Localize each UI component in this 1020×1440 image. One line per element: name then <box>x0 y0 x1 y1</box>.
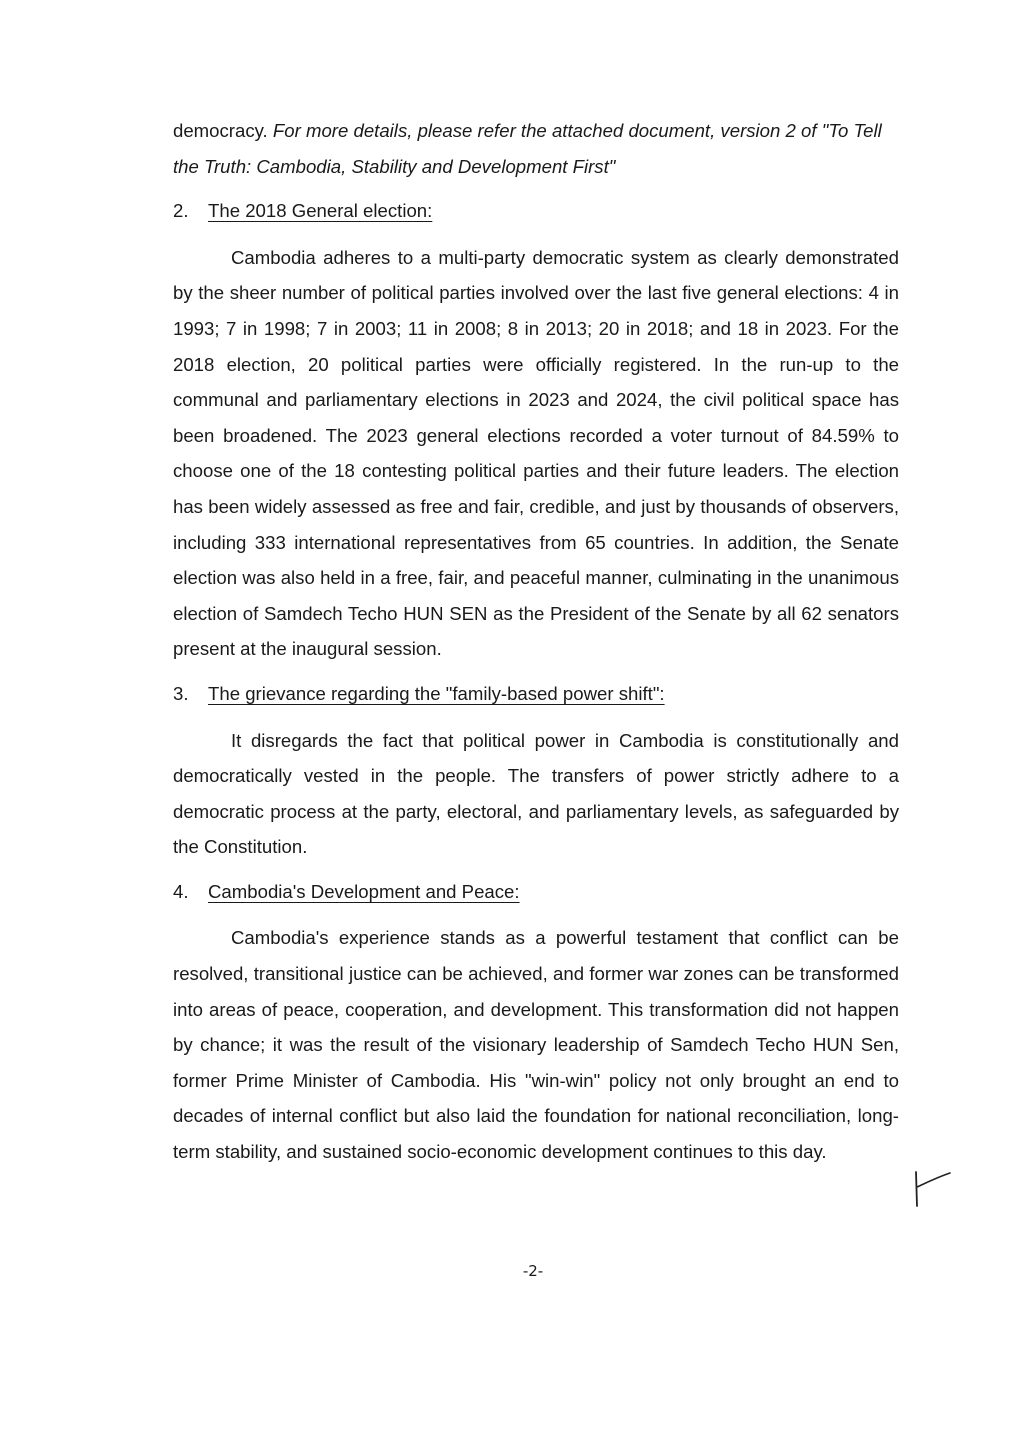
section-title: The grievance regarding the "family-based power shift": <box>208 682 665 704</box>
section-paragraph: Cambodia's experience stands as a powerful testament that conflict can be resolved, transitional justice can be achieved, and former war zones can be transformed into areas of peace, cooperation, and development. This transformation did not happen by chance; it was the result of the visionary leadership of Samdech Techo HUN Sen, former Prime Minister of Cambodia. His "win-win" policy not only brought an end to decades of internal conflict but also laid the foundation for national reconciliation, long-term stability, and sustained socio-economic development continues to this day. <box>173 927 899 1163</box>
section-paragraph: Cambodia adheres to a multi-party democratic system as clearly demonstrated by the sheer number of political parties involved over the last five general elections: 4 in 1993; 7 in 1998; 7 in 2003; 11 in 2008; 8 in 2013; 20 in 2018; and 18 in 2023. For the 2018 election, 20 political parties were officially registered. In the run-up to the communal and parliamentary elections in 2023 and 2024, the civil political space has been broadened. The 2023 general elections recorded a voter turnout of 84.59% to choose one of the 18 contesting political parties and their future leaders. The election has been widely assessed as free and fair, credible, and just by thousands of observers, including 333 international representatives from 65 countries. In addition, the Senate election was also held in a free, fair, and peaceful manner, culminating in the unanimous election of Samdech Techo HUN SEN as the President of the Senate by all 62 senators present at the inaugural session. <box>173 246 899 660</box>
section-title: Cambodia's Development and Peace: <box>208 880 520 902</box>
handwritten-initial-mark <box>910 1168 954 1210</box>
document-body <box>173 113 899 1170</box>
section-heading-2 <box>173 193 899 229</box>
intro-lead: democracy. <box>173 120 268 141</box>
section-heading-3 <box>173 676 899 712</box>
section-heading-4 <box>173 874 899 910</box>
section-title: The 2018 General election: <box>208 200 433 222</box>
page-number: -2- <box>522 1262 544 1280</box>
intro-paragraph <box>173 113 899 184</box>
section-paragraph: It disregards the fact that political power in Cambodia is constitutionally and democratically vested in the people. The transfers of power strictly adhere to a democratic process at the party, electoral, and parliamentary levels, as safeguarded by the Constitution. <box>173 729 899 858</box>
section-number: 2. <box>173 200 189 222</box>
intro-reference: For more details, please refer the attached document, version 2 of "To Tell the Truth: Cambodia, Stability and Development First" <box>173 120 882 177</box>
section-number: 3. <box>173 682 189 704</box>
section-number: 4. <box>173 880 189 902</box>
